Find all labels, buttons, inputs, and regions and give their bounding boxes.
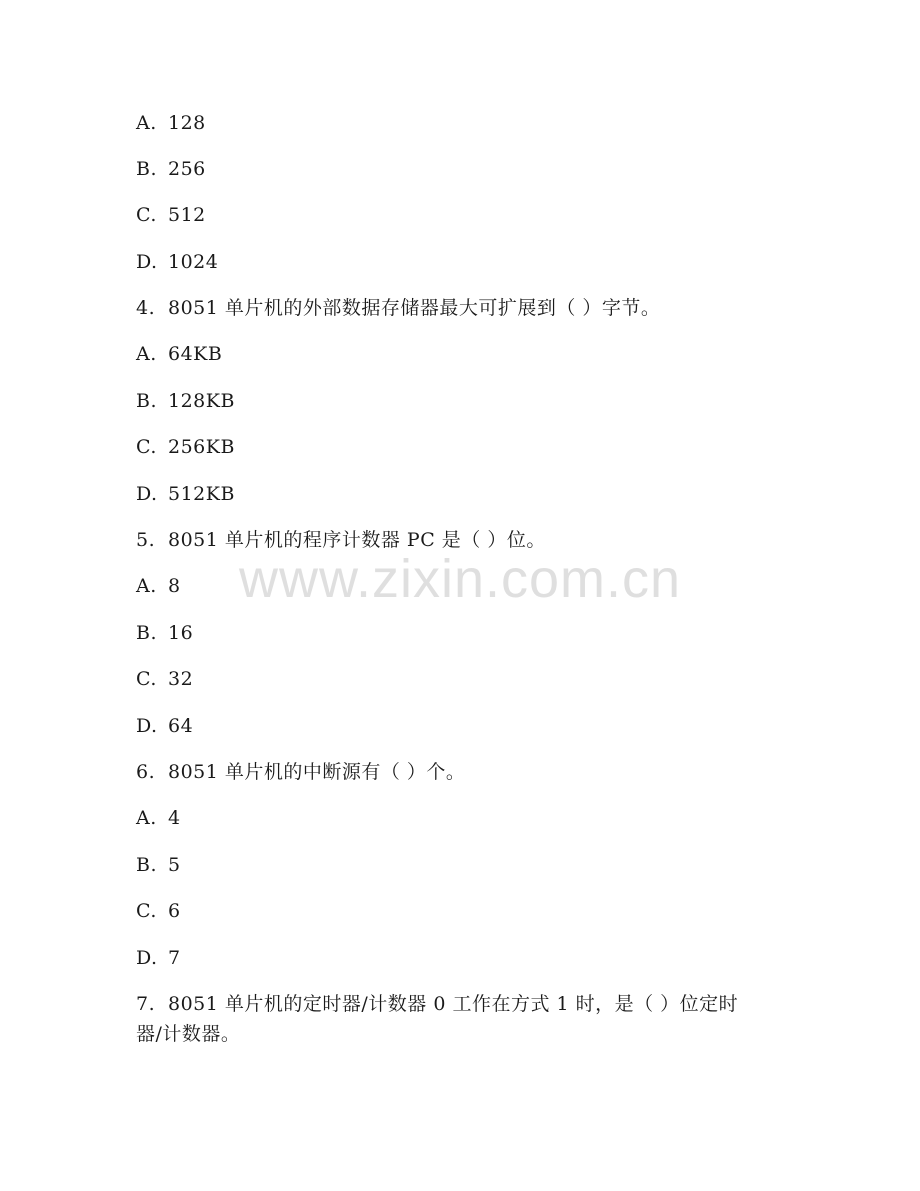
option-text: 64KB bbox=[168, 343, 223, 365]
option-letter: C. bbox=[136, 668, 157, 690]
q4-option-a bbox=[136, 342, 222, 366]
q3-option-d bbox=[136, 250, 218, 274]
option-letter: C. bbox=[136, 900, 157, 922]
question-4 bbox=[136, 296, 660, 320]
option-text: 4 bbox=[168, 807, 181, 829]
q4-option-c bbox=[136, 435, 235, 459]
question-number: 7. bbox=[136, 993, 156, 1015]
question-7 bbox=[136, 992, 738, 1016]
q4-option-b bbox=[136, 389, 235, 413]
option-letter: B. bbox=[136, 854, 158, 876]
option-letter: B. bbox=[136, 622, 158, 644]
q3-option-a bbox=[136, 111, 206, 135]
option-text: 64 bbox=[168, 715, 194, 737]
q5-option-d bbox=[136, 714, 193, 738]
option-text: 32 bbox=[168, 668, 194, 690]
question-text: 8051 单片机的程序计数器 PC 是（ ）位。 bbox=[168, 529, 546, 551]
option-letter: B. bbox=[136, 390, 158, 412]
question-text-line1: 8051 单片机的定时器/计数器 0 工作在方式 1 时，是（ ）位定时 bbox=[168, 993, 739, 1015]
option-text: 128KB bbox=[168, 390, 235, 412]
option-letter: B. bbox=[136, 158, 158, 180]
option-text: 256KB bbox=[168, 436, 235, 458]
q6-option-d bbox=[136, 946, 181, 970]
option-letter: D. bbox=[136, 483, 158, 505]
question-6 bbox=[136, 760, 465, 784]
option-letter: A. bbox=[136, 807, 157, 829]
q6-option-a bbox=[136, 806, 181, 830]
q6-option-b bbox=[136, 853, 181, 877]
q5-option-b bbox=[136, 621, 193, 645]
option-text: 256 bbox=[168, 158, 206, 180]
question-number: 6. bbox=[136, 761, 156, 783]
question-text: 8051 单片机的中断源有（ ）个。 bbox=[168, 761, 466, 783]
option-text: 8 bbox=[168, 575, 181, 597]
option-letter: A. bbox=[136, 112, 157, 134]
q6-option-c bbox=[136, 899, 181, 923]
option-text: 16 bbox=[168, 622, 194, 644]
option-text: 6 bbox=[168, 900, 181, 922]
question-7-continuation bbox=[136, 1022, 240, 1046]
q4-option-d bbox=[136, 482, 235, 506]
option-letter: A. bbox=[136, 575, 157, 597]
q3-option-c bbox=[136, 203, 206, 227]
option-letter: C. bbox=[136, 204, 157, 226]
q5-option-a bbox=[136, 574, 181, 598]
question-number: 4. bbox=[136, 297, 156, 319]
option-letter: D. bbox=[136, 715, 158, 737]
option-text: 512 bbox=[168, 204, 206, 226]
option-text: 7 bbox=[168, 947, 181, 969]
option-letter: C. bbox=[136, 436, 157, 458]
option-letter: A. bbox=[136, 343, 157, 365]
question-text: 8051 单片机的外部数据存储器最大可扩展到（ ）字节。 bbox=[168, 297, 661, 319]
option-text: 1024 bbox=[168, 251, 219, 273]
watermark: www.zixin.com.cn bbox=[238, 549, 682, 609]
q5-option-c bbox=[136, 667, 193, 691]
option-letter: D. bbox=[136, 947, 158, 969]
question-5 bbox=[136, 528, 546, 552]
option-letter: D. bbox=[136, 251, 158, 273]
option-text: 128 bbox=[168, 112, 206, 134]
option-text: 512KB bbox=[168, 483, 235, 505]
question-number: 5. bbox=[136, 529, 156, 551]
question-text-line2: 器/计数器。 bbox=[136, 1023, 241, 1045]
option-text: 5 bbox=[168, 854, 181, 876]
q3-option-b bbox=[136, 157, 206, 181]
